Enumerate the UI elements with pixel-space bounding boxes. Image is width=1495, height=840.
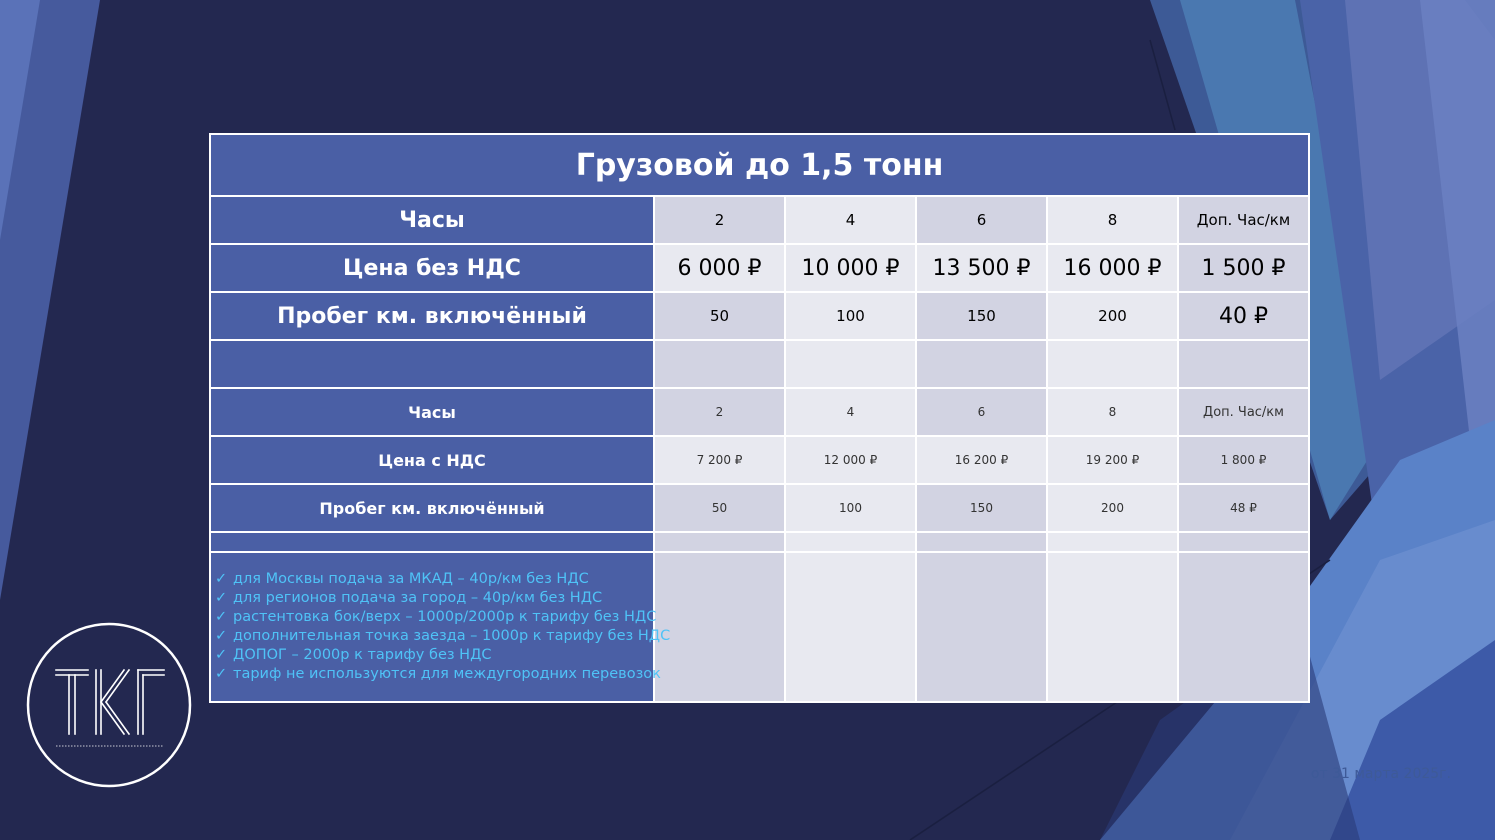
checkmark-icon: ✓	[215, 647, 228, 663]
list-item: ✓ растентовка бок/верх – 1000р/2000р к тарифу без НДС	[215, 609, 657, 625]
price-cell: 16 000 ₽	[1047, 244, 1178, 292]
hours-cell: 8	[1047, 388, 1178, 436]
hours-cell: 2	[654, 388, 785, 436]
mileage-cell: 40 ₽	[1178, 292, 1309, 340]
price-cell: 7 200 ₽	[654, 436, 785, 484]
hours-cell: Доп. Час/км	[1178, 388, 1309, 436]
spacer-row	[210, 532, 1309, 552]
list-item: ✓ дополнительная точка заезда – 1000р к тарифу без НДС	[215, 628, 671, 644]
hours-cell: Доп. Час/км	[1178, 196, 1309, 244]
checkmark-icon: ✓	[215, 666, 228, 682]
date-label: от 31 марта 2025г.	[1310, 766, 1451, 782]
mileage-cell: 100	[785, 292, 916, 340]
checkmark-icon: ✓	[215, 571, 228, 587]
mileage-cell: 150	[916, 292, 1047, 340]
price-label: Цена без НДС	[210, 244, 654, 292]
notes-row	[210, 552, 1309, 702]
list-item: ✓ тариф не используются для междугородних перевозок	[215, 666, 661, 682]
price-cell: 19 200 ₽	[1047, 436, 1178, 484]
price-cell: 12 000 ₽	[785, 436, 916, 484]
list-item: ✓ для Москвы подача за МКАД – 40р/км без НДС	[215, 571, 589, 587]
hours-cell: 6	[916, 388, 1047, 436]
table-row	[210, 388, 1309, 436]
price-label: Цена с НДС	[210, 436, 654, 484]
spacer-row	[210, 340, 1309, 388]
table-title: Грузовой до 1,5 тонн	[210, 134, 1309, 196]
mileage-label: Пробег км. включённый	[210, 484, 654, 532]
price-cell: 13 500 ₽	[916, 244, 1047, 292]
hours-cell: 4	[785, 388, 916, 436]
checkmark-icon: ✓	[215, 628, 228, 644]
notes-cell	[210, 552, 671, 702]
mileage-cell: 50	[654, 292, 785, 340]
price-cell: 1 800 ₽	[1178, 436, 1309, 484]
mileage-cell: 200	[1047, 484, 1178, 532]
tariff-table	[209, 133, 1310, 703]
checkmark-icon: ✓	[215, 609, 228, 625]
hours-cell: 6	[916, 196, 1047, 244]
hours-cell: 4	[785, 196, 916, 244]
price-cell: 6 000 ₽	[654, 244, 785, 292]
company-logo	[26, 622, 192, 788]
mileage-cell: 50	[654, 484, 785, 532]
list-item: ✓ для регионов подача за город – 40р/км без НДС	[215, 590, 603, 606]
checkmark-icon: ✓	[215, 590, 228, 606]
notes-list	[211, 570, 671, 684]
table-row	[210, 244, 1309, 292]
table-row	[210, 196, 1309, 244]
price-cell: 16 200 ₽	[916, 436, 1047, 484]
hours-cell: 8	[1047, 196, 1178, 244]
price-cell: 10 000 ₽	[785, 244, 916, 292]
price-cell: 1 500 ₽	[1178, 244, 1309, 292]
hours-label: Часы	[210, 196, 654, 244]
mileage-cell: 200	[1047, 292, 1178, 340]
hours-label: Часы	[210, 388, 654, 436]
hours-cell: 2	[654, 196, 785, 244]
mileage-cell: 100	[785, 484, 916, 532]
table-row	[210, 436, 1309, 484]
list-item: ✓ ДОПОГ – 2000р к тарифу без НДС	[215, 647, 492, 663]
mileage-cell: 48 ₽	[1178, 484, 1309, 532]
mileage-cell: 150	[916, 484, 1047, 532]
mileage-label: Пробег км. включённый	[210, 292, 654, 340]
table-row	[210, 484, 1309, 532]
table-row	[210, 292, 1309, 340]
